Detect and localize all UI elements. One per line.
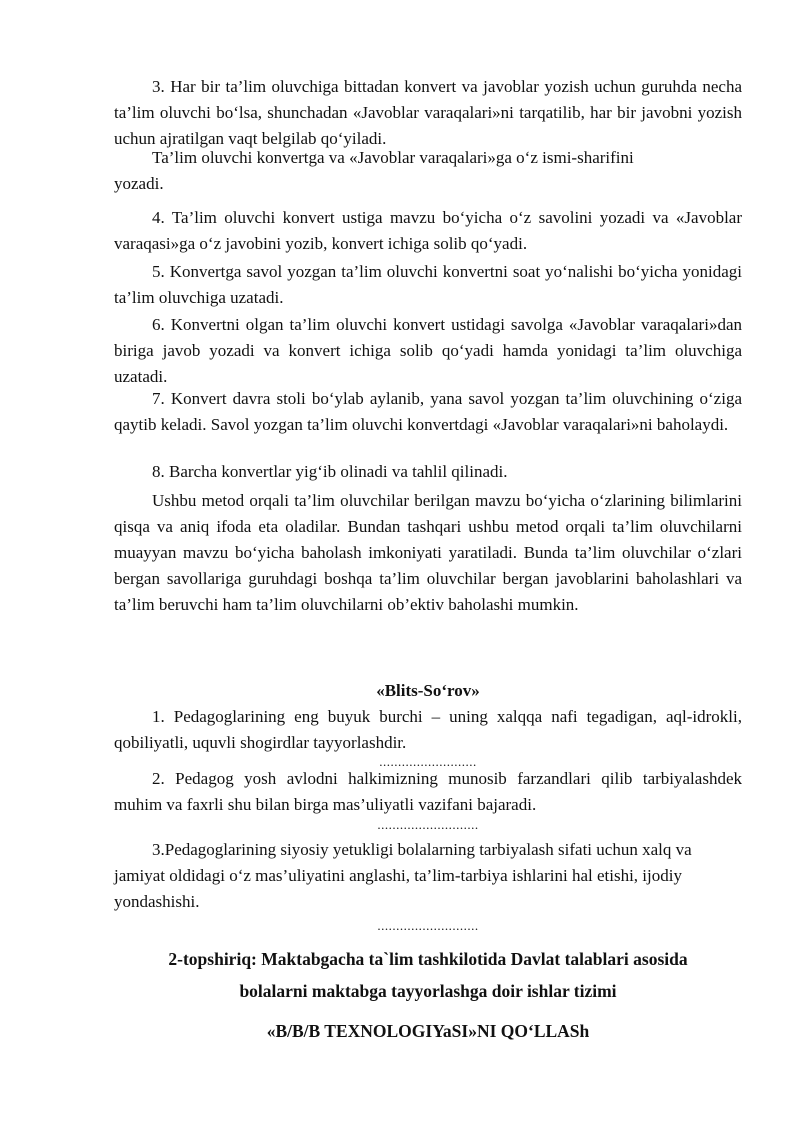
paragraph-step-6: 6. Konvertni olgan ta’lim oluvchi konvert ustidagi savolga «Javoblar varaqalari»dan biriga javob yozadi va konvert ichiga solib qo‘yadi hamda yonidagi ta’lim oluvchiga uzatadi. xyxy=(114,315,742,386)
blits-title: «Blits-So‘rov» xyxy=(376,681,480,700)
blits-dots-3: ........................... xyxy=(377,918,479,933)
paragraph-step-4: 4. Ta’lim oluvchi konvert ustiga mavzu bo‘yicha o‘z savolini yozadi va «Javoblar varaqasi»ga o‘z javobini yozib, konvert ichiga solib qo‘yadi. xyxy=(114,208,742,253)
task-title-line-2: bolalarni maktabga tayyorlashga doir ishlar tizimi xyxy=(239,981,617,1001)
paragraph-step-7: 7. Konvert davra stoli bo‘ylab aylanib, yana savol yozgan ta’lim oluvchining o‘ziga qaytib keladi. Savol yozgan ta’lim oluvchi konvertdagi «Javoblar varaqalari»ni baholaydi. xyxy=(114,389,742,434)
paragraph-method-summary: Ushbu metod orqali ta’lim oluvchilar berilgan mavzu bo‘yicha o‘zlarining bilimlarini qisqa va aniq ifoda eta oladilar. Bundan tashqari ushbu metod orqali ta’lim oluvchilarni muayyan mavzu bo‘yicha baholash imkoniyati yaratiladi. Bunda ta’lim oluvchilar o‘zlari bergan savollariga guruhdagi boshqa ta’lim oluvchilar bergan javoblarini baholashlari va ta’lim beruvchi ham ta’lim oluvchilarni ob’ektiv baholashi mumkin. xyxy=(114,491,742,614)
paragraph-step-3: 3. Har bir ta’lim oluvchiga bittadan konvert va javoblar yozish uchun guruhda necha ta’lim oluvchi bo‘lsa, shunchadan «Javoblar varaqalari»ni tarqatilib, har bir javobni yozish uchun ajratilgan vaqt belgilab qo‘yiladi. xyxy=(114,77,742,148)
blits-item-3: 3.Pedagoglarining siyosiy yetukligi bolalarning tarbiyalash sifati uchun xalq va jamiyat oldidagi o‘z mas’uliyatini anglashi, ta’lim-tarbiya ishlarini hal etishi, ijodiy yondashishi. xyxy=(114,840,692,911)
paragraph-step-5: 5. Konvertga savol yozgan ta’lim oluvchi konvertni soat yo‘nalishi bo‘yicha yonidagi ta’lim oluvchiga uzatadi. xyxy=(114,262,742,307)
paragraph-name-note: Ta’lim oluvchi konvertga va «Javoblar varaqalari»ga o‘z ismi-sharifini yozadi. xyxy=(114,148,634,193)
task-title-line-1: 2-topshiriq: Maktabgacha ta`lim tashkilotida Davlat talablari asosida xyxy=(168,949,688,969)
paragraph-step-8: 8. Barcha konvertlar yig‘ib olinadi va tahlil qilinadi. xyxy=(152,462,508,481)
task-title-line-3: «B/B/B TEXNOLOGIYaSI»NI QO‘LLASh xyxy=(266,1021,590,1041)
blits-item-1: 1. Pedagoglarining eng buyuk burchi – uning xalqqa nafi tegadigan, aql-idrokli, qobiliyatli, uquvli shogirdlar tayyorlashdir. xyxy=(114,707,742,752)
blits-dots-1: .......................... xyxy=(379,754,477,769)
blits-dots-2: ........................... xyxy=(377,817,479,832)
blits-item-2: 2. Pedagog yosh avlodni halkimizning munosib farzandlari qilib tarbiyalashdek muhim va faxrli shu bilan birga mas’uliyatli vazifani bajaradi. xyxy=(114,769,742,814)
